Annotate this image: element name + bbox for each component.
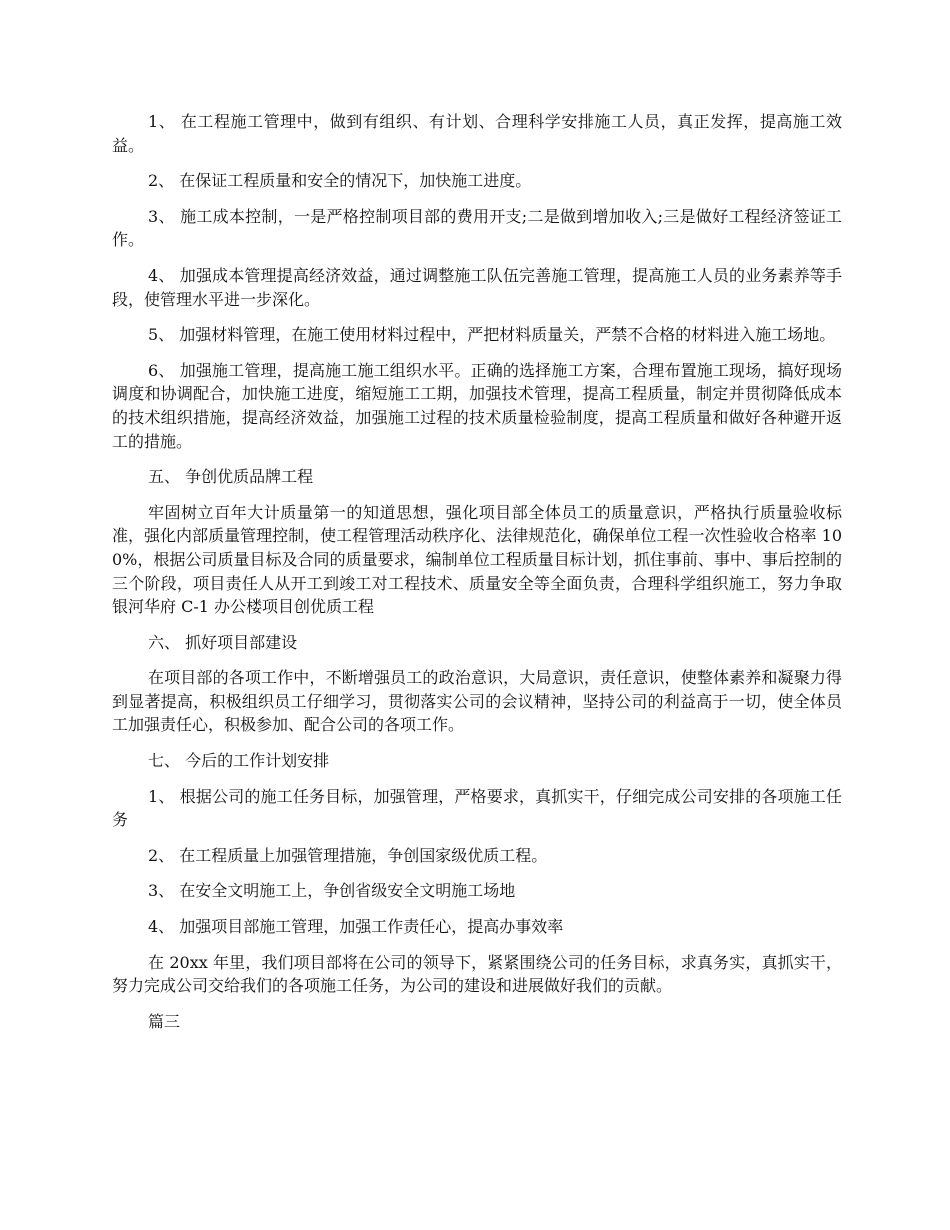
plan-item-4: 4、 加强项目部施工管理，加强工作责任心，提高办事效率	[148, 917, 564, 937]
section-label-part-3: 篇三	[148, 1011, 181, 1031]
section-heading-5: 五、 争创优质品牌工程	[148, 467, 314, 487]
paragraph-2: 2、 在保证工程质量和安全的情况下，加快施工进度。	[148, 171, 532, 191]
paragraph-1: 1、 在工程施工管理中，做到有组织、有计划、合理科学安排施工人员，真正发挥，提高施工效益。	[112, 112, 842, 155]
section-heading-6: 六、 抓好项目部建设	[148, 632, 298, 652]
paragraph-quality: 牢固树立百年大计质量第一的知道思想，强化项目部全体员工的质量意识，严格执行质量验收标准，强化内部质量管理控制，使工程管理活动秩序化、法律规范化，确保单位工程一次性验收合格率 100%，根据公司质量目标及合同的质量要求，编制单位工程质量目标计划，抓住事前、事中、事后控制的三个阶段，项目责任人从开工到竣工对工程技术、质量安全等全面负责，合理科学组织施工，努力争取银河华府 C-1 办公楼项目创优质工程	[112, 502, 842, 617]
paragraph-4: 4、 加强成本管理提高经济效益，通过调整施工队伍完善施工管理，提高施工人员的业务素养等手段，使管理水平进一步深化。	[112, 265, 842, 309]
paragraph-team: 在项目部的各项工作中，不断增强员工的政治意识，大局意识，责任意识，使整体素养和凝聚力得到显著提高，积极组织员工仔细学习，贯彻落实公司的会议精神，坚持公司的利益高于一切，使全体员工加强责任心，积极参加、配合公司的各项工作。	[112, 668, 842, 735]
plan-item-1: 1、 根据公司的施工任务目标，加强管理，严格要求，真抓实干，仔细完成公司安排的各项施工任务	[112, 786, 842, 830]
document-page	[112, 110, 842, 1045]
paragraph-5: 5、 加强材料管理，在施工使用材料过程中，严把材料质量关，严禁不合格的材料进入施工场地。	[148, 325, 836, 345]
paragraph-6: 6、 加强施工管理，提高施工施工组织水平。正确的选择施工方案，合理布置施工现场，搞好现场调度和协调配合，加快施工进度，缩短施工工期，加强技术管理，提高工程质量，制定并贯彻降低成本的技术组织措施，提高经济效益，加强施工过程的技术质量检验制度，提高工程质量和做好各种避开返工的措施。	[112, 360, 842, 451]
plan-item-2: 2、 在工程质量上加强管理措施，争创国家级优质工程。	[148, 845, 548, 865]
plan-item-3: 3、 在安全文明施工上，争创省级安全文明施工场地	[148, 881, 516, 901]
section-heading-7: 七、 今后的工作计划安排	[148, 751, 330, 771]
paragraph-conclusion: 在 20xx 年里，我们项目部将在公司的领导下，紧紧围绕公司的任务目标，求真务实，真抓实干，努力完成公司交给我们的各项施工任务，为公司的建设和进展做好我们的贡献。	[112, 952, 842, 996]
paragraph-3: 3、 施工成本控制，一是严格控制项目部的费用开支;二是做到增加收入;三是做好工程经济签证工作。	[112, 206, 842, 250]
